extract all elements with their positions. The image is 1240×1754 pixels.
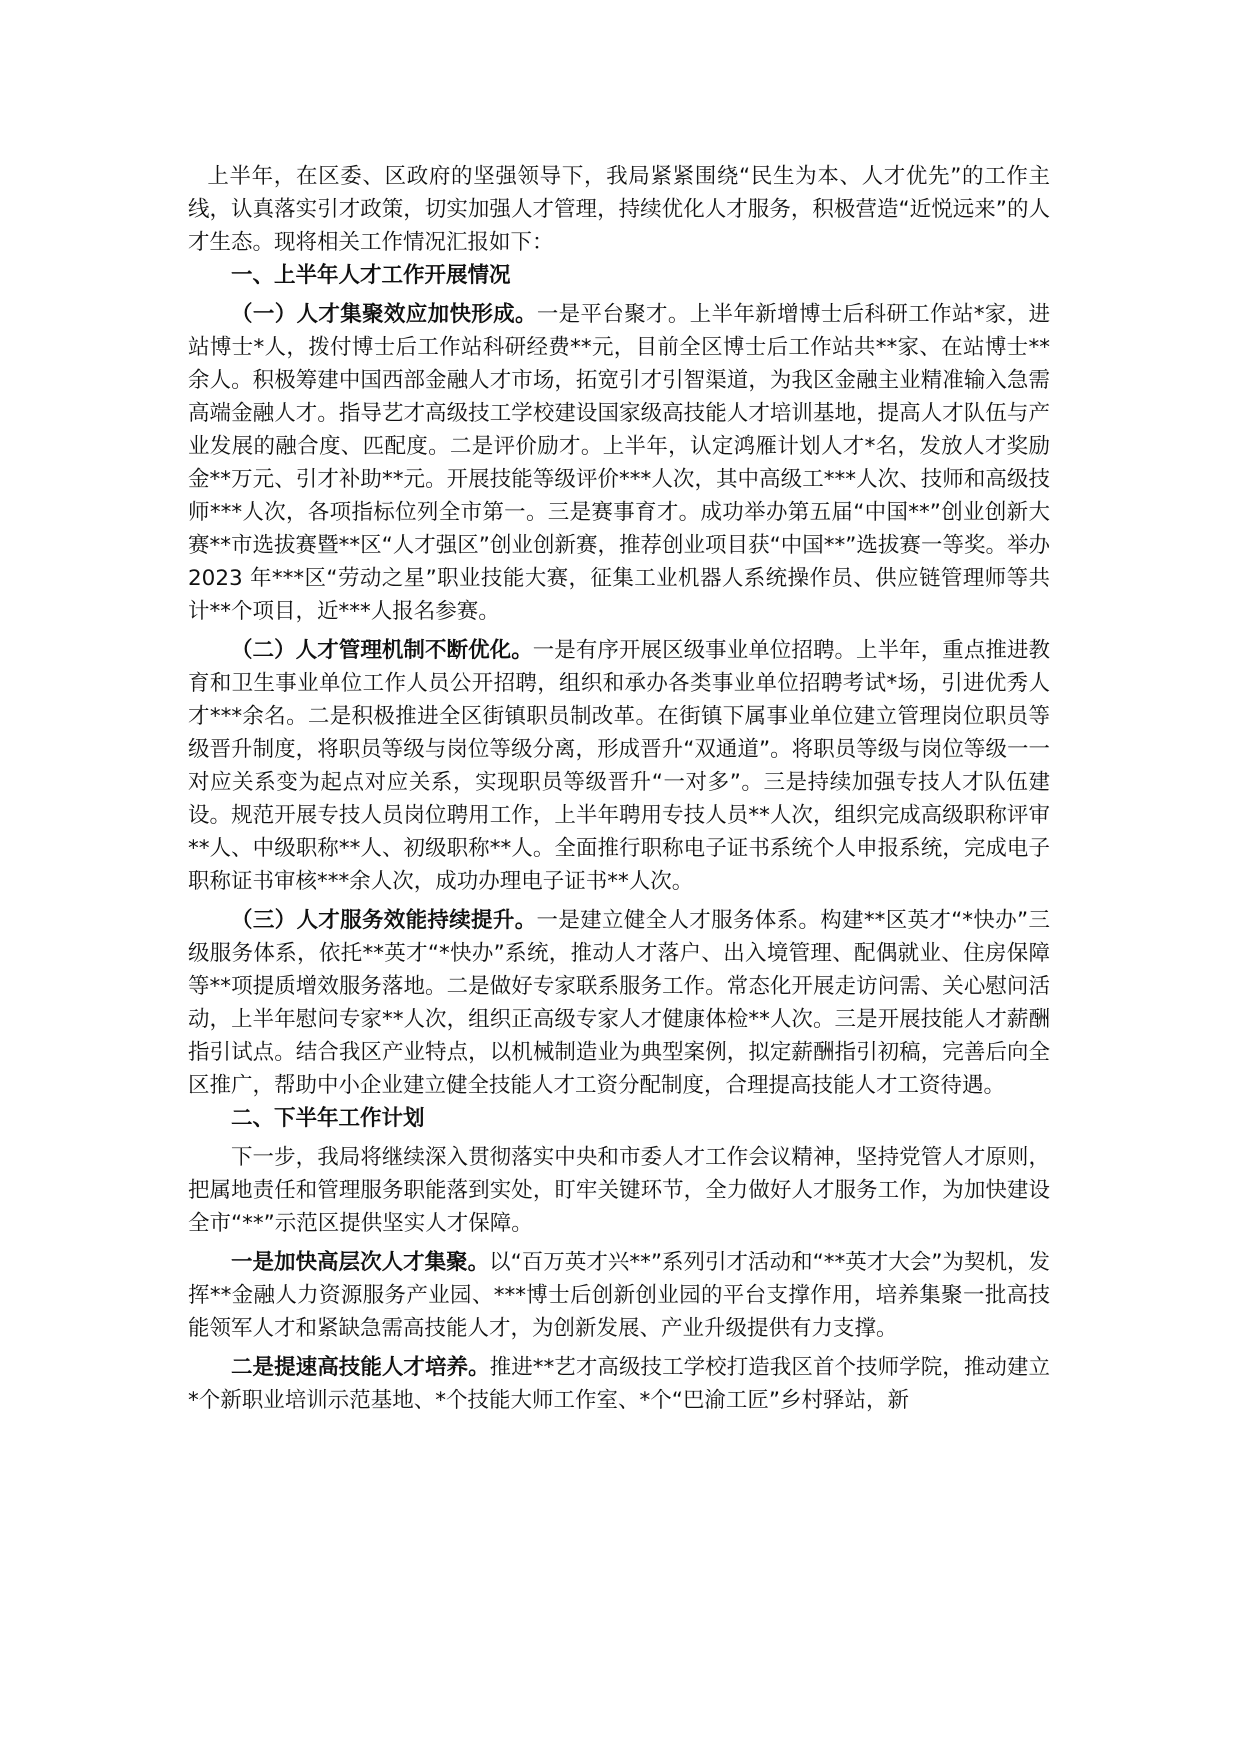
paragraph-high-level-talent bbox=[188, 1246, 1050, 1345]
paragraph-talent-gathering bbox=[188, 298, 1050, 628]
paragraph-body: 推进**艺才高级技工学校打造我区首个技师学院，推动建立*个新职业培训示范基地、*个技能大师工作室、*个“巴渝工匠”乡村驿站，新 bbox=[188, 1355, 1050, 1413]
paragraph-lead: （一）人才集聚效应加快形成。 bbox=[231, 302, 537, 327]
paragraph-skilled-talent bbox=[188, 1351, 1050, 1417]
section-heading-2: 二、下半年工作计划 bbox=[231, 1106, 425, 1131]
paragraph-talent-management bbox=[188, 634, 1050, 898]
document-page bbox=[188, 160, 1050, 1417]
section-heading-1: 一、上半年人才工作开展情况 bbox=[231, 263, 511, 288]
paragraph-body: 一是平台聚才。上半年新增博士后科研工作站*家，进站博士*人，拨付博士后工作站科研经费**元，目前全区博士后工作站共**家、在站博士**余人。积极筹建中国西部金融人才市场，拓宽引才引智渠道，为我区金融主业精准输入急需高端金融人才。指导艺才高级技工学校建设国家级高技能人才培训基地，提高人才队伍与产业发展的融合度、匹配度。二是评价励才。上半年，认定鸿雁计划人才*名，发放人才奖励金**万元、引才补助**元。开展技能等级评价***人次，其中高级工***人次、技师和高级技师***人次，各项指标位列全市第一。三是赛事育才。成功举办第五届“中国**”创业创新大赛**市选拔赛暨**区“人才强区”创业创新赛，推荐创业项目获“中国**”选拔赛一等奖。举办 2023 年***区“劳动之星”职业技能大赛，征集工业机器人系统操作员、供应链管理师等共计**个项目，近***人报名参赛。 bbox=[188, 302, 1050, 624]
paragraph-lead: 二是提速高技能人才培养。 bbox=[231, 1355, 490, 1380]
paragraph-lead: （二）人才管理机制不断优化。 bbox=[231, 638, 533, 663]
paragraph-talent-service bbox=[188, 904, 1050, 1102]
section2-intro-paragraph: 下一步，我局将继续深入贯彻落实中央和市委人才工作会议精神，坚持党管人才原则，把属地责任和管理服务职能落到实处，盯牢关键环节，全力做好人才服务工作，为加快建设全市“**”示范区提供坚实人才保障。 bbox=[188, 1145, 1050, 1236]
paragraph-body: 一是有序开展区级事业单位招聘。上半年，重点推进教育和卫生事业单位工作人员公开招聘，组织和承办各类事业单位招聘考试*场，引进优秀人才***余名。二是积极推进全区街镇职员制改革。在街镇下属事业单位建立管理岗位职员等级晋升制度，将职员等级与岗位等级分离，形成晋升“双通道”。将职员等级与岗位等级一一对应关系变为起点对应关系，实现职员等级晋升“一对多”。三是持续加强专技人才队伍建设。规范开展专技人员岗位聘用工作，上半年聘用专技人员**人次，组织完成高级职称评审**人、中级职称**人、初级职称**人。全面推行职称电子证书系统个人申报系统，完成电子职称证书审核***余人次，成功办理电子证书**人次。 bbox=[188, 638, 1050, 894]
intro-paragraph: 上半年，在区委、区政府的坚强领导下，我局紧紧围绕“民生为本、人才优先”的工作主线，认真落实引才政策，切实加强人才管理，持续优化人才服务，积极营造“近悦远来”的人才生态。现将相关工作情况汇报如下： bbox=[188, 164, 1050, 255]
paragraph-body: 以“百万英才兴**”系列引才活动和“**英才大会”为契机，发挥**金融人力资源服务产业园、***博士后创新创业园的平台支撑作用，培养集聚一批高技能领军人才和紧缺急需高技能人才，为创新发展、产业升级提供有力支撑。 bbox=[188, 1250, 1050, 1341]
paragraph-lead: 一是加快高层次人才集聚。 bbox=[231, 1250, 490, 1275]
paragraph-body: 一是建立健全人才服务体系。构建**区英才“*快办”三级服务体系，依托**英才“*快办”系统，推动人才落户、出入境管理、配偶就业、住房保障等**项提质增效服务落地。二是做好专家联系服务工作。常态化开展走访问需、关心慰问活动，上半年慰问专家**人次，组织正高级专家人才健康体检**人次。三是开展技能人才薪酬指引试点。结合我区产业特点，以机械制造业为典型案例，拟定薪酬指引初稿，完善后向全区推广，帮助中小企业建立健全技能人才工资分配制度，合理提高技能人才工资待遇。 bbox=[188, 908, 1050, 1098]
paragraph-lead: （三）人才服务效能持续提升。 bbox=[231, 908, 537, 933]
